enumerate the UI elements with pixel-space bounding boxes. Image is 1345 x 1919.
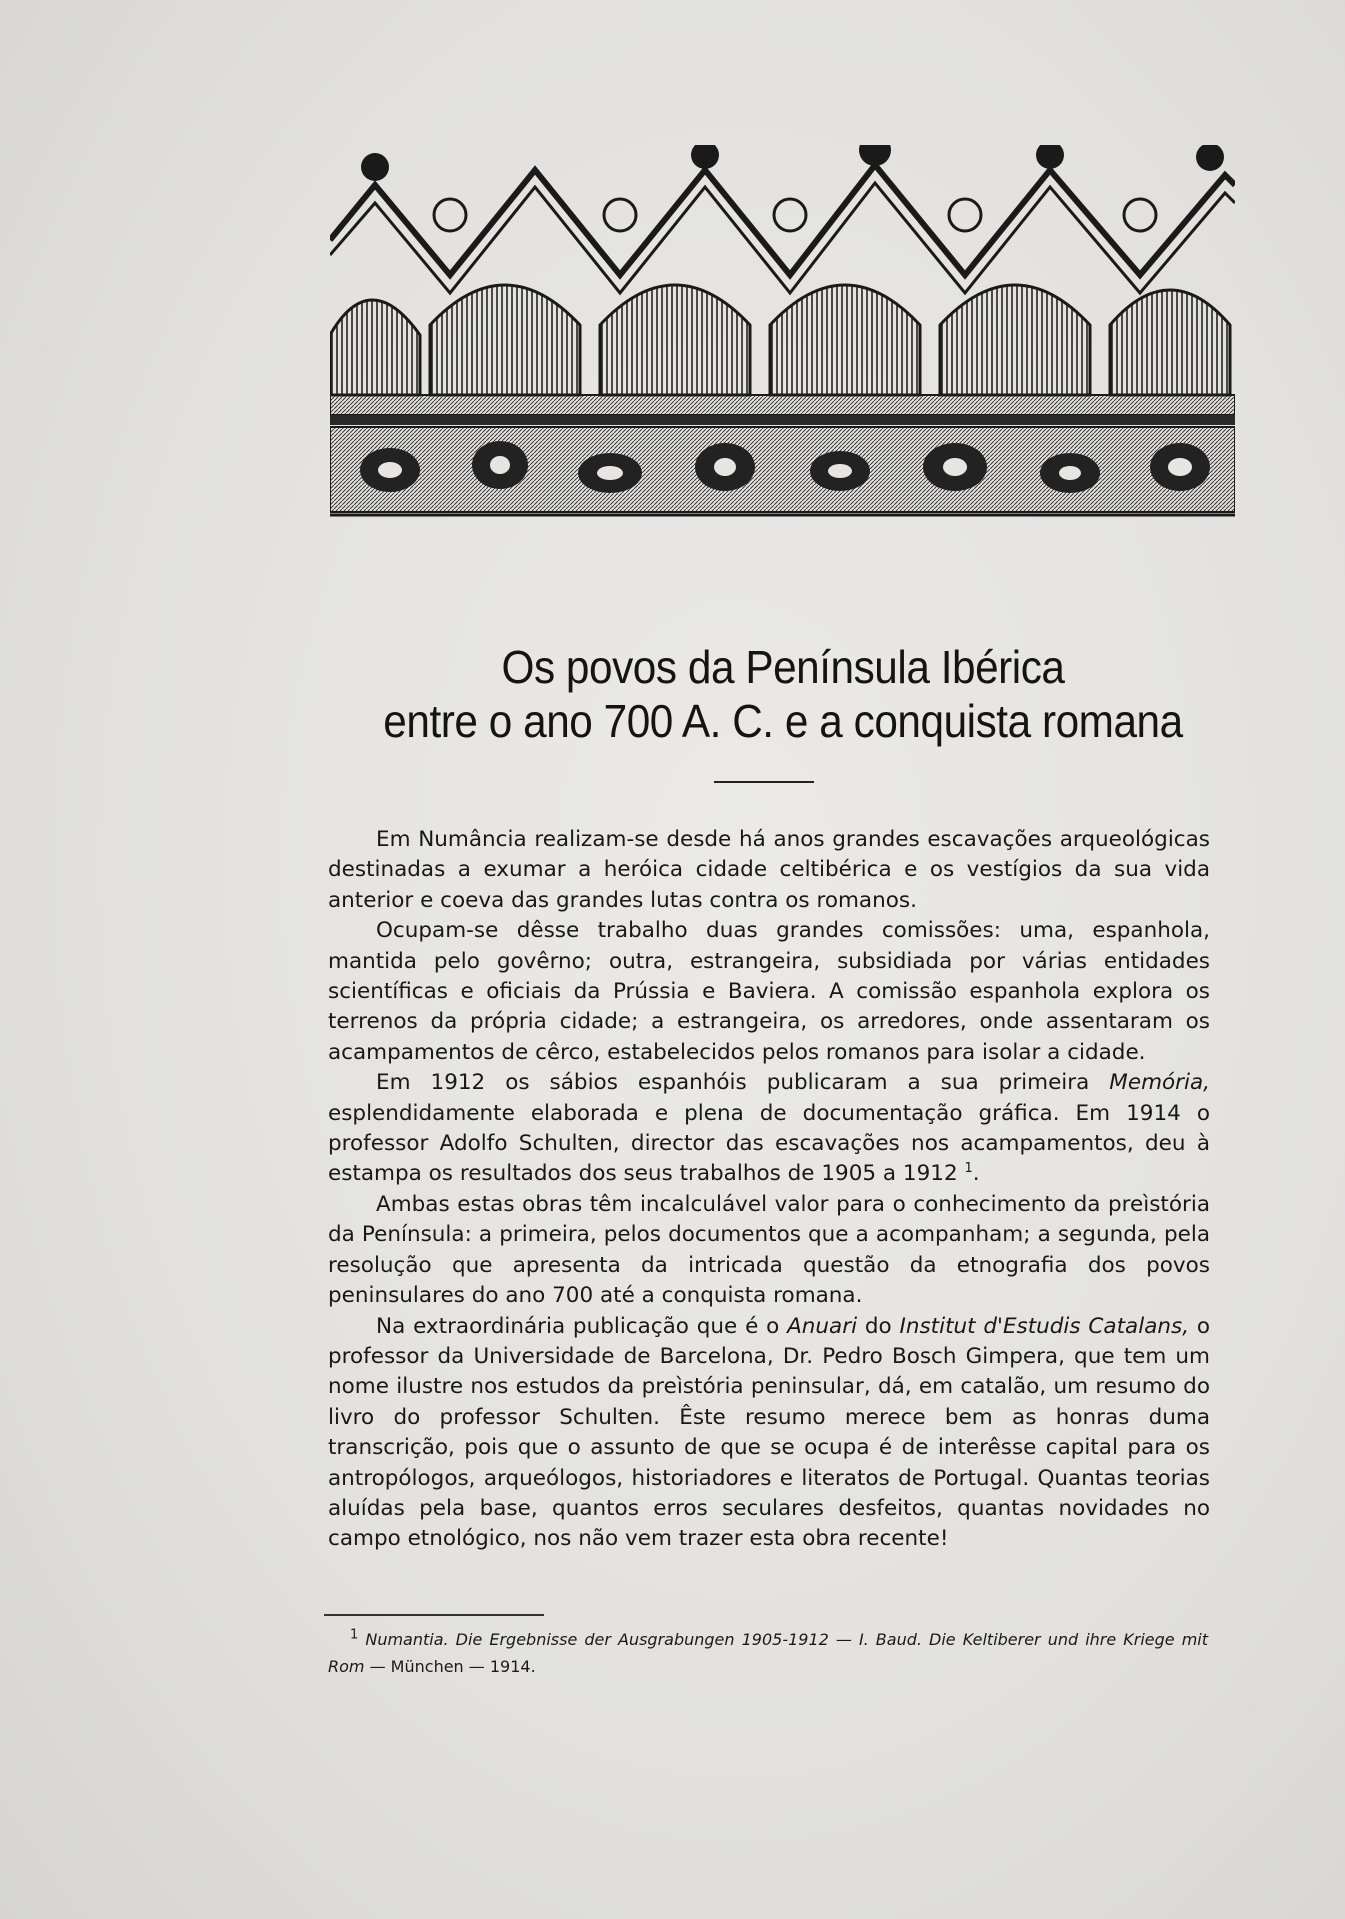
memoria-title: Memória,	[1109, 1070, 1210, 1096]
paragraph-3-text-a: Em 1912 os sábios espanhóis publicaram a sua primeira	[376, 1070, 1090, 1096]
paragraph-3-text-b: esplendidamente elaborada e plena de documentação gráfica. Em 1914 o professor Adolfo Schulten, director das escavações nos acampamentos, deu à estampa os resultados dos seus trabalhos de 1905 a 1912	[328, 1100, 1210, 1187]
gothic-arcade-ornament-icon	[330, 145, 1235, 540]
paragraph-1: Em Numância realizam-se desde há anos grandes escavações arqueológicas destinadas a exumar a heróica cidade celtibérica e os vestígios da sua vida anterior e coeva das grandes lutas contra os romanos.	[328, 827, 1210, 913]
institut-name: Institut d'Estudis Catalans,	[899, 1313, 1190, 1339]
paragraph-5-do: do	[864, 1313, 892, 1339]
paragraph-2: Ocupam-se dêsse trabalho duas grandes comissões: uma, espanhola, mantida pelo govêrno; outra, estrangeira, subsidiada por várias entidades scientíficas e oficiais da Prússia e Baviera. A comissão espanhola explora os terrenos da própria cidade; a estrangeira, os arredores, onde assentaram os acampamentos de cêrco, estabelecidos pelos romanos para isolar a cidade.	[328, 918, 1210, 1065]
footnote-reference: 1	[964, 1161, 973, 1177]
footnote-citation: Numantia. Die Ergebnisse der Ausgrabungen 1905-1912 — I. Baud. Die Keltiberer und ihre Kriege mit Rom	[328, 1630, 1209, 1676]
paragraph-3	[328, 1068, 1210, 1190]
paragraph-5-text-b: o professor da Universidade de Barcelona, Dr. Pedro Bosch Gimpera, que tem um nome ilustre nos estudos da preìstória peninsular, dá, em catalão, um resumo do livro do professor Schulten. Êste resumo merece bem as honras duma transcrição, pois que o assunto de que se ocupa é de interêsse capital para os antropólogos, arqueólogos, historiadores e literatos de Portugal. Quantas teorias aluídas pela base, quantos erros seculares desfeitos, quantas novidades no campo etnológico, nos não vem trazer esta obra recente!	[328, 1313, 1211, 1552]
paragraph-4: Ambas estas obras têm incalculável valor para o conhecimento da preìstória da Península: a primeira, pelos documentos que a acompanham; a segunda, pela resolução que apresenta da intricada questão da etnografia dos povos peninsulares do ano 700 até a conquista romana.	[328, 1191, 1210, 1309]
footnote-publication: — München — 1914.	[369, 1657, 536, 1676]
footnote-marker: 1	[350, 1627, 359, 1643]
article-body	[328, 825, 1210, 1555]
page-title-line-2: entre o ano 700 A. C. e a conquista romana	[383, 695, 1183, 747]
footnote	[328, 1626, 1208, 1680]
paragraph-5-text-a: Na extraordinária publicação que é o	[376, 1313, 780, 1339]
page-title-line-1: Os povos da Península Ibérica	[501, 641, 1065, 693]
footnote-divider	[324, 1614, 544, 1616]
anuari-title: Anuari	[787, 1313, 858, 1339]
title-divider	[714, 781, 814, 783]
paragraph-5	[328, 1312, 1210, 1555]
paragraph-3-end: .	[972, 1161, 980, 1187]
